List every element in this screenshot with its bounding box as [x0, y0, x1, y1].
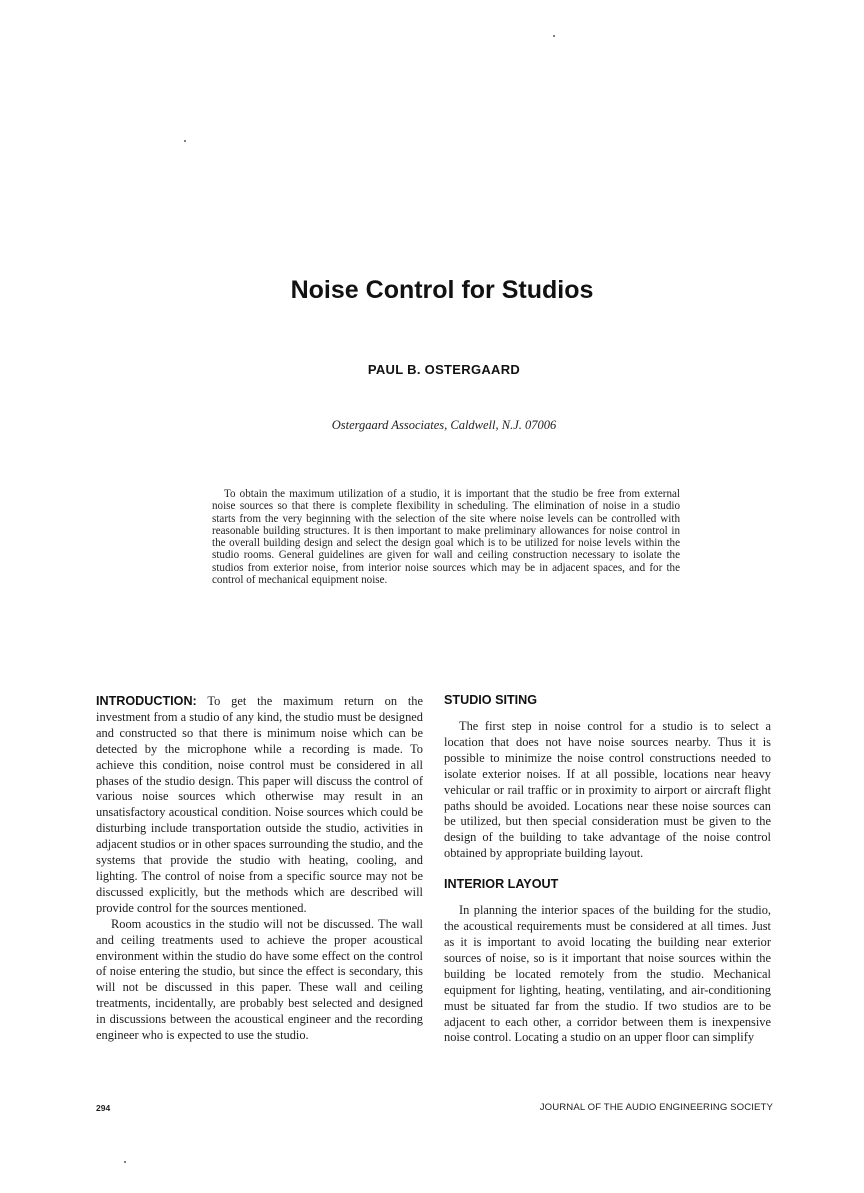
introduction-paragraph	[96, 694, 423, 917]
introduction-text: To get the maximum return on the investment from a studio of any kind, the studio must be designed and constructed so that there is minimum noise which can be detected by the microphone while a recording is made. To achieve this condition, noise control must be considered in all phases of the studio design. This paper will discuss the control of various noise sources which otherwise may result in an unsatisfactory acoustical condition. Noise sources which could be disturbing include transportation outside the studio, activities in adjacent studios or in other spaces surrounding the studio, and the systems that provide the studio with heating, cooling, and lighting. The control of noise from a specific source may not be discussed explicitly, but the methods which are described will provide control for the sources mentioned.	[96, 694, 423, 915]
abstract: To obtain the maximum utilization of a studio, it is important that the studio be free from external noise sources so that there is complete flexibility in scheduling. The elimination of noise in a studio starts from the very beginning with the selection of the site where noise levels can be controlled with reasonable building structures. It is then important to make preliminary allowances for noise control in the overall building design and select the design goal which is to be utilized for noise levels within the studio rooms. General guidelines are given for wall and ceiling construction necessary to isolate the studios from exterior noise, from interior noise sources which may be in adjacent spaces, and for the control of mechanical equipment noise.	[212, 488, 680, 587]
right-column	[444, 692, 771, 1046]
scan-speck	[553, 35, 555, 37]
scan-speck	[124, 1161, 126, 1163]
scan-speck	[184, 140, 186, 142]
interior-layout-paragraph: In planning the interior spaces of the building for the studio, the acoustical requirements must be considered at all times. Just as it is important to avoid locating the building near exterior sources of noise, so is it important that noise sources within the building be located remotely from the studio. Mechanical equipment for lighting, heating, ventilating, and air-conditioning must be situated far from the studio. If two studios are to be adjacent to each other, a corridor between them is inexpensive noise control. Locating a studio on an upper floor can simplify	[444, 903, 771, 1045]
author-name: PAUL B. OSTERGAARD	[367, 362, 521, 377]
page-number: 294	[96, 1103, 111, 1113]
paper-title: Noise Control for Studios	[290, 276, 594, 304]
journal-name: JOURNAL OF THE AUDIO ENGINEERING SOCIETY	[539, 1102, 773, 1113]
room-acoustics-paragraph: Room acoustics in the studio will not be discussed. The wall and ceiling treatments used to achieve the proper acoustical environment within the studio do have some effect on the control of noise entering the studio, but since the effect is secondary, this will not be discussed in this paper. These wall and ceiling treatments, incidentally, are probably best selected and designed in discussions between the acoustical engineer and the recording engineer who is expected to use the studio.	[96, 916, 423, 1043]
left-column	[96, 694, 423, 1044]
introduction-heading: INTRODUCTION:	[96, 694, 197, 708]
section-heading-interior-layout: INTERIOR LAYOUT	[444, 877, 559, 892]
section-heading-studio-siting: STUDIO SITING	[444, 693, 538, 707]
studio-siting-paragraph: The first step in noise control for a studio is to select a location that does not have noise sources nearby. Thus it is possible to minimize the noise control constructions needed to isolate exterior noises. If at all possible, locations near heavy vehicular or rail traffic or in proximity to airport or aircraft flight paths should be avoided. Locations near these noise sources can be utilized, but then special consideration must be given to the design of the building to take advantage of the noise control obtained by appropriate building layout.	[444, 719, 771, 861]
author-affiliation: Ostergaard Associates, Caldwell, N.J. 07006	[331, 418, 557, 432]
